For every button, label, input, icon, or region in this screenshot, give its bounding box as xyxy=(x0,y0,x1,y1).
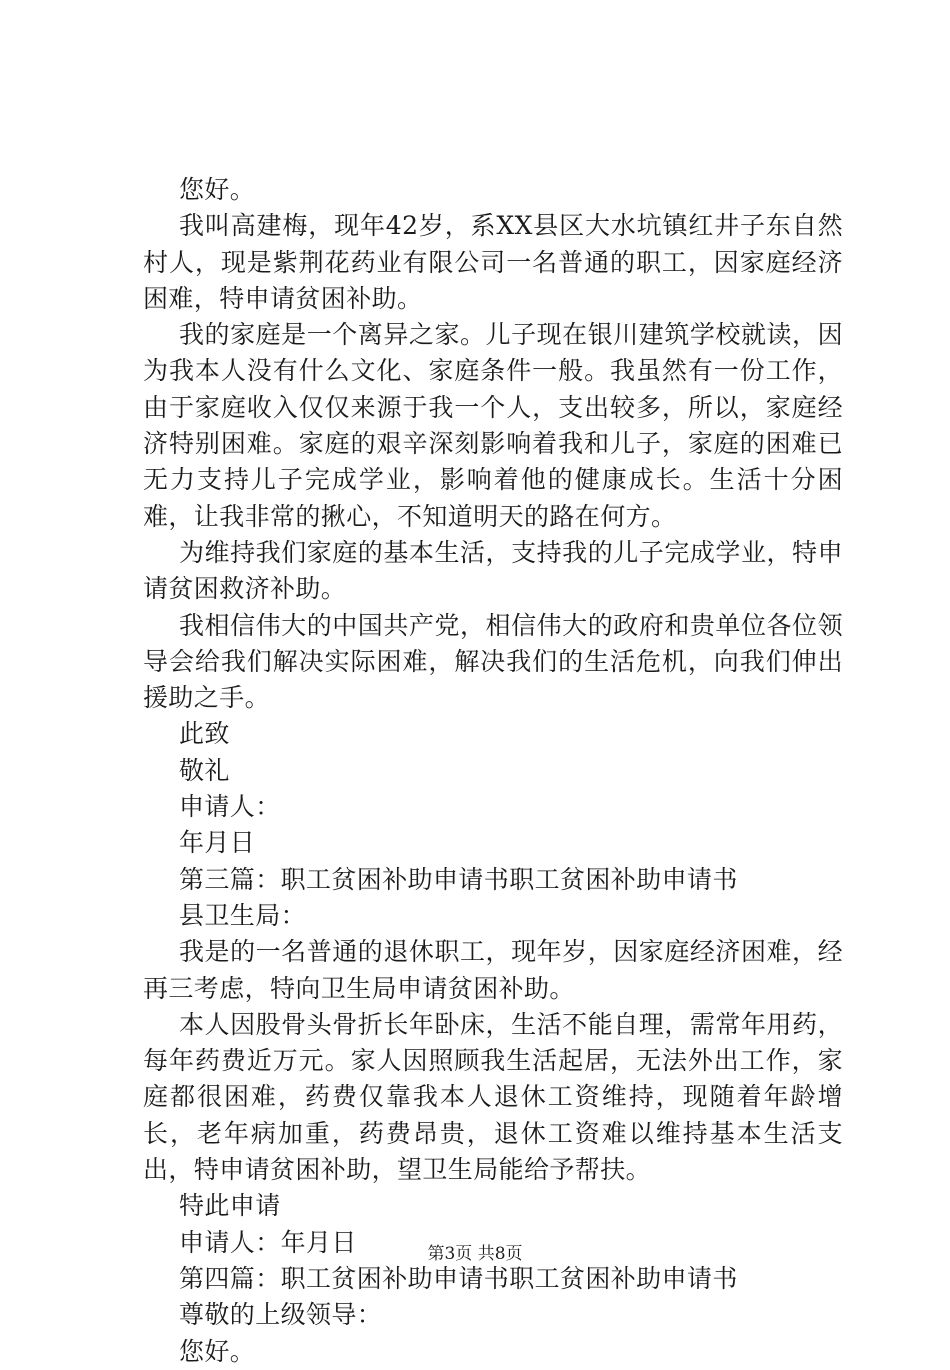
section-heading-four: 第四篇：职工贫困补助申请书职工贫困补助申请书 xyxy=(179,1263,738,1293)
closing-request: 特此申请 xyxy=(179,1191,281,1221)
paragraph-medical-situation: 本人因股骨头骨折长年卧床，生活不能自理，需常年用药，每年药费近万元。家人因照顾我生活起居，无法外出工作，家庭都很困难，药费仅靠我本人退休工资维持，现随着年龄增长，老年病加重，药费昂贵，退休工资难以维持基本生活支出，特申请贫困补助，望卫生局能给予帮扶。 xyxy=(143,1009,843,1185)
recipient-line-leaders: 尊敬的上级领导： xyxy=(179,1300,383,1330)
paragraph-belief: 我相信伟大的中国共产党，相信伟大的政府和贵单位各位领导会给我们解决实际困难，解决我们的生活危机，向我们伸出援助之手。 xyxy=(143,610,843,713)
paragraph-retiree-intro: 我是的一名普通的退休职工，现年岁，因家庭经济困难，经再三考虑，特向卫生局申请贫困补助。 xyxy=(143,937,843,1003)
paragraph-introduction: 我叫高建梅，现年42岁，系XX县区大水坑镇红井子东自然村人，现是紫荆花药业有限公司一名普通的职工，因家庭经济困难，特申请贫困补助。 xyxy=(143,211,843,313)
page-number-footer: 第3页 共8页 xyxy=(427,1244,523,1264)
section-heading-three: 第三篇：职工贫困补助申请书职工贫困补助申请书 xyxy=(179,864,738,894)
recipient-line: 县卫生局： xyxy=(179,900,307,930)
date-label: 年月日 xyxy=(179,828,256,858)
paragraph-request: 为维持我们家庭的基本生活，支持我的儿子完成学业，特申请贫困救济补助。 xyxy=(143,537,843,604)
applicant-label: 申请人： xyxy=(179,792,281,822)
applicant-date-line: 申请人：年月日 xyxy=(179,1227,357,1257)
document-body xyxy=(143,172,843,1370)
closing-salutation: 此致 xyxy=(179,719,230,749)
paragraph-greeting: 您好。 xyxy=(179,175,256,204)
paragraph-family-situation: 我的家庭是一个离异之家。儿子现在银川建筑学校就读，因为我本人没有什么文化、家庭条件一般。我虽然有一份工作，由于家庭收入仅仅来源于我一个人，支出较多，所以，家庭经济特别困难。家庭的艰辛深刻影响着我和儿子，家庭的困难已无力支持儿子完成学业，影响着他的健康成长。生活十分困难，让我非常的揪心，不知道明天的路在何方。 xyxy=(143,320,843,531)
paragraph-greeting-second: 您好。 xyxy=(179,1336,256,1366)
closing-regards: 敬礼 xyxy=(179,755,230,785)
